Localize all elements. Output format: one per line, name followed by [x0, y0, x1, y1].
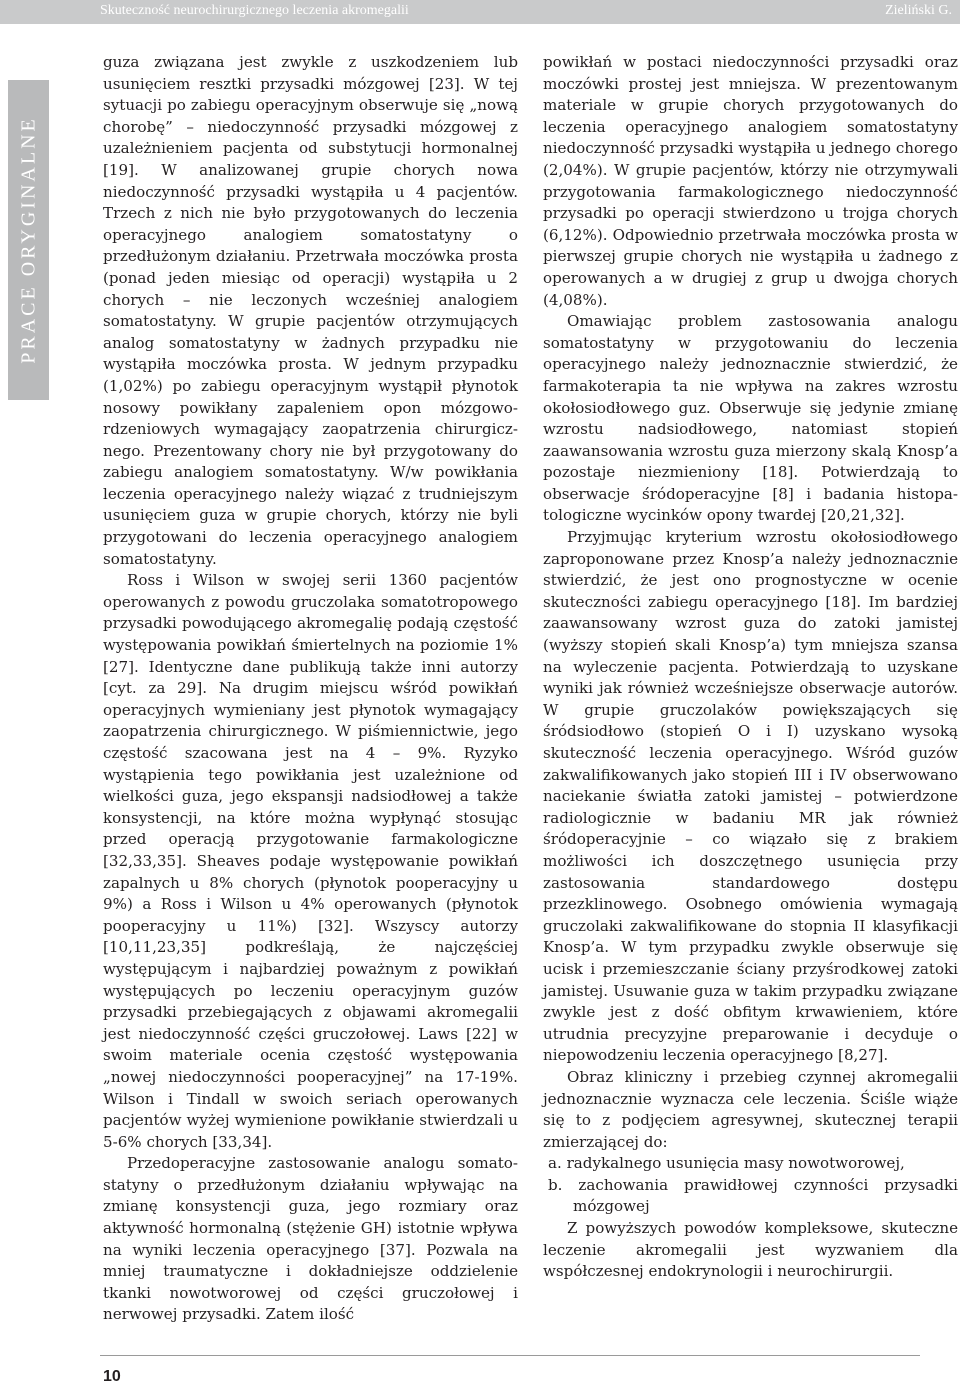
running-header	[0, 0, 960, 24]
right-paragraph-1: powikłań w postaci niedoczynności przysadki oraz moczówki prostej jest mniejsza. W prezentowanym materiale w grupie chorych przygotowanych do leczenia operacyjnego analogiem somatostatyny niedoczynność przysadki wystąpiła u jednego chorego (2,04%). W grupie pacjentów, którzy nie otrzymywali przygotowania farmakologicznego niedoczynność przysadki po operacji stwierdzono u trojga chorych (6,12%). Odpowiednio przetrwała moczówka prosta w pierwszej grupie chorych nie wystąpiła u żadnego z operowanych a w drugiej z grup u dwojga chorych (4,08%).	[543, 53, 958, 309]
section-label: PRACE ORYGINALNE	[17, 116, 39, 364]
right-paragraph-4: Obraz kliniczny i przebieg czynnej akromegalii jednoznacznie wyznacza cele leczenia. Ściśle wiąże się to z podjęciem agresywnej, skutecznej terapii zmierzającej do:	[543, 1067, 958, 1151]
goals-list	[543, 1153, 958, 1218]
left-paragraph-3: Przedoperacyjne zastosowanie analogu somatostatyny o przedłużonym działaniu wpływając na zmianę konsystencji guza, jego rozmiary oraz aktywność hormonalną (stężenie GH) istotnie wpływa na wyniki leczenia operacyjnego [37]. Pozwala na mniej traumatyczne i dokładniejsze oddzielenie tkanki nowotworowej od części gruczołowej i nerwowej przysadki. Zatem ilość	[103, 1154, 518, 1324]
left-column	[103, 52, 518, 1326]
list-item: a. radykalnego usunięcia masy nowotworowej,	[548, 1154, 905, 1173]
header-author: Zieliński G.	[885, 3, 952, 18]
header-title: Skuteczność neurochirurgicznego leczenia akromegalii	[100, 3, 409, 18]
section-sidebar-tab	[8, 80, 49, 400]
footer-divider	[100, 1355, 920, 1356]
left-paragraph-1: guza związana jest zwykle z uszkodzeniem lub usunięciem resztki przysadki mózgowej [23]. W tej sytuacji po zabiegu operacyjnym obserwuje się „nową chorobę” – niedoczynność przysadki mózgowej z uzależnieniem pacjenta od substytucji hormonalnej [19]. W analizowanej grupie chorych nowa niedoczynność przysadki wystąpiła u 4 pacjentów. Trzech z nich nie było przygotowanych do leczenia operacyjnego analogiem somatostatyny o przedłużonym działaniu. Przetrwała moczówka prosta (ponad jeden miesiąc od operacji) wystąpiła u 2 chorych – nie leczonych wcześniej analogiem somatostatyny. W grupie pacjentów otrzymujących analog somatostatyny w żadnych przypadku nie wystąpiła moczówka prosta. W jednym przypadku (1,02%) po zabiegu operacyjnym wystąpił płynotok nosowy powikłany zapaleniem opon mózgowordzeniowych wymagający zaopatrzenia chirurgicznego. Prezentowany chory nie był przygotowany do zabiegu analogiem somatostatyny. W/w powikłania leczenia operacyjnego należy wiązać z trudniejszym usunięciem guza w grupie chorych, którzy nie byli przygotowani do leczenia operacyjnego analogiem somatostatyny.	[103, 53, 518, 568]
right-paragraph-2: Omawiając problem zastosowania analogu somatostatyny w przygotowaniu do leczenia operacyjnego należy jednoznacznie stwierdzić, że farmakoterapia ta nie wpływa na zakres wzrostu okołosiodłowego guz. Obserwuje się jedynie zmianę wzrostu nadsiodłowego, natomiast stopień zaawansowania wzrostu guza mierzony skalą Knosp’a pozostaje niezmieniony [18]. Potwierdzają to obserwacje śródoperacyjne [8] i badania histopatologiczne wycinków opony twardej [20,21,32].	[543, 312, 958, 525]
right-paragraph-5: Z powyższych powodów kompleksowe, skuteczne leczenie akromegalii jest wyzwaniem dla współczesnej endokrynologii i neurochirurgii.	[543, 1219, 958, 1281]
left-paragraph-2: Ross i Wilson w swojej serii 1360 pacjentów operowanych z powodu gruczolaka somatotropowego przysadki powodującego akromegalię podają częstość występowania powikłań śmiertelnych na poziomie 1% [27]. Identyczne dane publikują także inni autorzy [cyt. za 29]. Na drugim miejscu wśród powikłań operacyjnych wymieniany jest płynotok wymagający zaopatrzenia chirurgicznego. W piśmiennictwie, jego częstość szacowana jest na 4 – 9%. Ryzyko wystąpienia tego powikłania jest uzależnione od wielkości guza, jego ekspansji nadsiodłowej a także konsystencji, na które można wypłynąć stosując przed operacją przygotowanie farmakologiczne [32,33,35]. Sheaves podaje występowanie powikłań zapalnych u 8% chorych (płynotok pooperacyjny u 9%) a Ross i Wilson u 4% operowanych (płynotok pooperacyjny u 11%) [32]. Wszyscy autorzy [10,11,23,35] podkreślają, że najczęściej występującym i najbardziej poważnym z powikłań występujących po leczeniu operacyjnym guzów przysadki przebiegających z objawami akromegalii jest niedoczynność części gruczołowej. Laws [22] w swoim materiale ocenia częstość występowania „nowej niedoczynności pooperacyjnej” na 17-19%. Wilson i Tindall w swoich seriach operowanych pacjentów wyżej wymienione powikłanie stwierdzali u 5-6% chorych [33,34].	[103, 571, 518, 1151]
list-item: b. zachowania prawidłowej czynności przysadki mózgowej	[548, 1175, 958, 1216]
right-paragraph-3: Przyjmując kryterium wzrostu okołosiodłowego zaproponowane przez Knosp’a należy jednoznacznie stwierdzić, że jest ono prognostyczne w ocenie skuteczności zabiegu operacyjnego [18]. Im bardziej zaawansowany wzrost guza do zatoki jamistej (wyższy stopień skali Knosp’a) tym mniejsza szansa na wyleczenie pacjenta. Potwierdzają to uzyskane wyniki jak również wcześniejsze obserwacje autorów. W grupie gruczolaków powiększających się śródsiodłowo (stopień O i I) uzyskano wysoką skuteczność leczenia operacyjnego. Wśród guzów zakwalifikowanych jako stopień III i IV obserwowano naciekanie światła zatoki jamistej – potwierdzone radiologicznie w badaniu MR jak również śródoperacyjnie – co wiązało się z brakiem możliwości ich doszczętnego usunięcia przy zastosowania standardowego dostępu przezklinowego. Osobnego omówienia wymagają gruczolaki zakwalifikowane do stopnia II klasyfikacji Knosp’a. W tym przypadku zwykle obserwuje się ucisk i przemieszczanie ściany przyśrodkowej zatoki jamistej. Usuwanie guza w takim przypadku związane zwykle jest z dość obfitym krwawieniem, które utrudnia precyzyjne preparowanie i decyduje o niepowodzeniu leczenia operacyjnego [8,27].	[543, 528, 958, 1065]
right-column	[543, 52, 958, 1283]
page-number: 10	[103, 1368, 121, 1385]
